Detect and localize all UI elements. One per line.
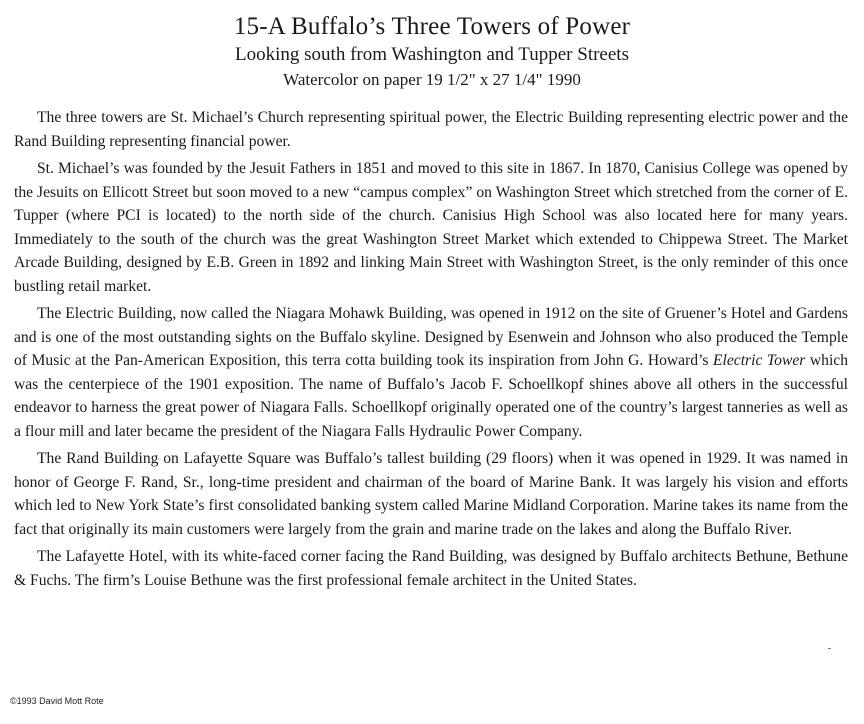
paragraph-st-michaels: St. Michael’s was founded by the Jesuit Fathers in 1851 and moved to this site in 1867. In 1870, Canisius College was opened by the Jesuits on Ellicott Street but soon moved to a new “campus complex” on Washington Street which stretched from the corner of E. Tupper (where PCI is located) to the north side of the church. Canisius High School was also located here for many years. Immediately to the south of the church was the great Washington Street Market which extended to Chippewa Street. The Market Arcade Building, designed by E.B. Green in 1892 and linking Main Street with Washington Street, is the only reminder of this once bustling retail market. — [14, 160, 848, 295]
header — [0, 12, 864, 91]
body-text — [14, 106, 848, 592]
artwork-medium-line: Watercolor on paper 19 1/2" x 27 1/4" 1990 — [283, 70, 581, 89]
paragraph-lafayette-hotel: The Lafayette Hotel, with its white-faced corner facing the Rand Building, was designed by Buffalo architects Bethune, Bethune & Fuchs. The firm’s Louise Bethune was the first professional female architect in the United States. — [14, 548, 848, 589]
paragraph-rand-building: The Rand Building on Lafayette Square was Buffalo’s tallest building (29 floors) when it was opened in 1929. It was named in honor of George F. Rand, Sr., long-time president and chairman of the board of Marine Bank. It was largely his vision and efforts which led to New York State’s first consolidated banking system called Marine Midland Corporation. Marine takes its name from the fact that originally its main customers were largely from the grain and marine trade on the lakes and along the Buffalo River. — [14, 450, 848, 538]
copyright-notice: ©1993 David Mott Rote — [10, 696, 104, 706]
stray-mark — [828, 648, 831, 649]
italic-title: Electric Tower — [713, 352, 806, 369]
paragraph-intro: The three towers are St. Michael’s Church representing spiritual power, the Electric Building representing electric power and the Rand Building representing financial power. — [14, 109, 848, 150]
page-title: 15-A Buffalo’s Three Towers of Power — [233, 13, 631, 40]
paragraph-electric-building — [14, 302, 848, 443]
paragraph-text: The Electric Building, now called the Niagara Mohawk Building, was opened in 1912 on the site of Gruener’s Hotel and Gardens and is one of the most outstanding sights on the Buffalo skyline. Designed by Esenwein and Johnson who also produced the Temple of Music at the Pan-American Exposition, this terra cotta building took its inspiration from John G. Howard’s — [14, 305, 848, 369]
paragraph-text: which was the centerpiece of the 1901 exposition. The name of Buffalo’s Jacob F. Schoellkopf shines above all others in the successful endeavor to harness the great power of Niagara Falls. Schoellkopf originally operated one of the country’s largest tanneries as well as a flour mill and later became the president of the Niagara Falls Hydraulic Power Company. — [14, 352, 848, 440]
page-subtitle: Looking south from Washington and Tupper Streets — [235, 44, 629, 65]
